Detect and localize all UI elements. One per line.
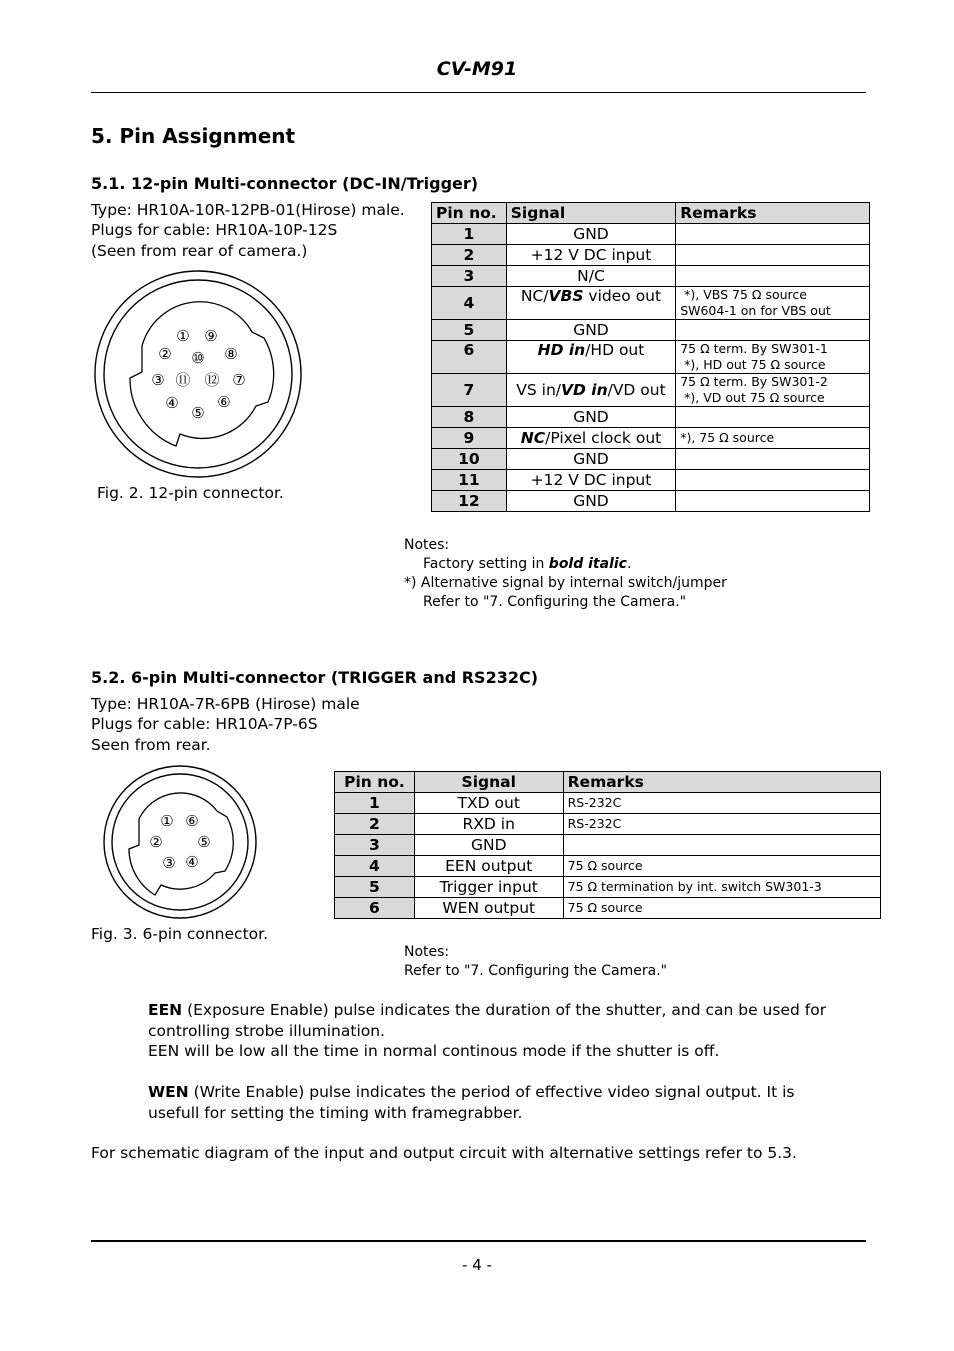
signal-cell: TXD out (414, 793, 563, 814)
remarks-cell: RS-232C (563, 814, 880, 835)
remarks-cell (676, 374, 870, 407)
pin-cell: 2 (432, 245, 507, 266)
remarks-cell (676, 341, 870, 374)
notes-line (404, 555, 727, 574)
seen-line-6pin: Seen from rear. (91, 736, 211, 754)
pin-label-2: ② (149, 833, 163, 851)
signal-cell: +12 V DC input (506, 245, 675, 266)
notes-line: Refer to "7. Configuring the Camera." (423, 594, 687, 610)
signal-text: /Pixel clock out (545, 428, 662, 447)
plugs-line-12pin: Plugs for cable: HR10A-10P-12S (91, 221, 338, 239)
figure-caption-6pin: Fig. 3. 6-pin connector. (91, 925, 269, 943)
remarks-cell (563, 835, 880, 856)
pin-label-11: ⑪ (175, 371, 191, 389)
pin-cell: 11 (432, 470, 507, 491)
remarks-cell: *), 75 Ω source (676, 428, 870, 449)
signal-cell: RXD in (414, 814, 563, 835)
plugs-line-6pin: Plugs for cable: HR10A-7P-6S (91, 715, 318, 733)
pin-label-6: ⑥ (185, 812, 199, 830)
pin-label-5: ⑤ (191, 404, 205, 422)
signal-cell: WEN output (414, 898, 563, 919)
pin-cell: 3 (335, 835, 415, 856)
factory-setting-text: VD in (561, 380, 608, 399)
signal-cell: Trigger input (414, 877, 563, 898)
table-row (335, 856, 881, 877)
document-title: CV-M91 (436, 58, 518, 80)
wen-description (148, 1082, 848, 1123)
remarks-cell (676, 287, 870, 320)
table-row (335, 877, 881, 898)
table-row (432, 341, 870, 374)
signal-cell: GND (506, 320, 675, 341)
wen-paragraph (148, 1082, 848, 1123)
remarks-line: 75 Ω term. By SW301-2 (680, 374, 828, 389)
table-header-row (432, 203, 870, 224)
pin-cell: 6 (335, 898, 415, 919)
pin-label-3: ③ (162, 854, 176, 872)
table-row (335, 793, 881, 814)
signal-text: VS in/ (516, 380, 561, 399)
een-term: EEN (148, 1001, 183, 1019)
column-header-signal: Signal (506, 203, 675, 224)
table-row (432, 428, 870, 449)
factory-setting-text: NC (520, 428, 546, 447)
notes-title: Notes: (404, 944, 450, 960)
remarks-line: SW604-1 on for VBS out (680, 303, 831, 318)
signal-cell: GND (414, 835, 563, 856)
table-header-row (335, 772, 881, 793)
pin-label-8: ⑧ (224, 345, 238, 363)
notes-line: Refer to "7. Configuring the Camera." (404, 963, 668, 979)
remarks-line: *), VBS 75 Ω source (680, 287, 807, 302)
notes-text: . (626, 556, 632, 572)
signal-cell (506, 341, 675, 374)
pin-cell: 12 (432, 491, 507, 512)
column-header-signal: Signal (414, 772, 563, 793)
notes-line: *) Alternative signal by internal switch/jumper (404, 575, 727, 591)
signal-cell: GND (506, 407, 675, 428)
pin-label-1: ① (160, 812, 174, 830)
pin-label-4: ④ (165, 394, 179, 412)
pin-cell: 4 (432, 287, 507, 320)
pin-label-1: ① (176, 327, 190, 345)
notes-text: Factory setting in (423, 556, 549, 572)
table-row (432, 266, 870, 287)
remarks-cell (676, 449, 870, 470)
pin-label-5: ⑤ (197, 833, 211, 851)
wen-term: WEN (148, 1083, 189, 1101)
pin-cell: 5 (432, 320, 507, 341)
pin-cell: 4 (335, 856, 415, 877)
table-row (432, 320, 870, 341)
remarks-cell (676, 245, 870, 266)
notes-emphasis: bold italic (548, 556, 627, 572)
een-paragraph (148, 1000, 848, 1062)
remarks-line: *), HD out 75 Ω source (680, 357, 826, 372)
pin-cell: 3 (432, 266, 507, 287)
pin-label-3: ③ (151, 371, 165, 389)
subsection-12pin-heading: 5.1. 12-pin Multi-connector (DC-IN/Trigger) (91, 174, 479, 193)
table-row (432, 407, 870, 428)
pin-label-6: ⑥ (217, 393, 231, 411)
pin-label-10: ⑩ (191, 349, 205, 367)
remarks-cell: RS-232C (563, 793, 880, 814)
pin-label-4: ④ (185, 853, 199, 871)
signal-cell: N/C (506, 266, 675, 287)
seen-line-12pin: (Seen from rear of camera.) (91, 242, 308, 260)
signal-cell (506, 428, 675, 449)
table-row (432, 491, 870, 512)
pin-cell: 1 (432, 224, 507, 245)
footer-rule (91, 1240, 866, 1242)
remarks-cell (676, 470, 870, 491)
remarks-cell (676, 491, 870, 512)
pin-cell: 1 (335, 793, 415, 814)
table-row (335, 835, 881, 856)
pin-label-12: ⑫ (204, 371, 220, 389)
pin-cell: 9 (432, 428, 507, 449)
signal-text: /VD out (607, 380, 666, 399)
notes-12pin (404, 536, 727, 612)
remarks-cell (676, 407, 870, 428)
type-line-12pin: Type: HR10A-10R-12PB-01(Hirose) male. (91, 201, 405, 219)
table-row (335, 814, 881, 835)
signal-cell: GND (506, 449, 675, 470)
notes-6pin (404, 943, 667, 981)
wen-text: (Write Enable) pulse indicates the period of effective video signal output. It is usefull for setting the timing with framegrabber. (148, 1083, 795, 1122)
remarks-cell: 75 Ω source (563, 856, 880, 877)
table-row (432, 470, 870, 491)
column-header-remarks: Remarks (563, 772, 880, 793)
pin-cell: 6 (432, 341, 507, 374)
pin-label-2: ② (158, 345, 172, 363)
connector-6pin-diagram (101, 763, 261, 923)
column-header-pin: Pin no. (432, 203, 507, 224)
table-row (335, 898, 881, 919)
signal-cell: GND (506, 491, 675, 512)
figure-caption-12pin: Fig. 2. 12-pin connector. (97, 484, 284, 502)
een-note: EEN will be low all the time in normal continous mode if the shutter is off. (148, 1042, 720, 1060)
signal-text: /HD out (585, 341, 645, 359)
remarks-cell (676, 320, 870, 341)
remarks-line: *), VD out 75 Ω source (680, 390, 825, 405)
section-title: 5. Pin Assignment (91, 124, 296, 148)
factory-setting-text: HD in (537, 341, 586, 359)
een-description (148, 1000, 848, 1041)
signal-cell: EEN output (414, 856, 563, 877)
een-text: (Exposure Enable) pulse indicates the duration of the shutter, and can be used for controlling strobe illumination. (148, 1001, 827, 1040)
pin-cell: 10 (432, 449, 507, 470)
table-row (432, 287, 870, 320)
remarks-cell: 75 Ω source (563, 898, 880, 919)
pin-label-7: ⑦ (232, 371, 246, 389)
subsection-6pin-heading: 5.2. 6-pin Multi-connector (TRIGGER and RS232C) (91, 668, 539, 687)
connector-12pin-diagram (92, 268, 306, 482)
signal-cell (506, 374, 675, 407)
signal-text: video out (583, 287, 662, 305)
table-row (432, 449, 870, 470)
pin-cell: 2 (335, 814, 415, 835)
remarks-cell (676, 266, 870, 287)
signal-text: NC/ (520, 287, 549, 305)
table-row (432, 224, 870, 245)
table-row (432, 374, 870, 407)
remarks-cell (676, 224, 870, 245)
pin-cell: 8 (432, 407, 507, 428)
signal-cell (506, 287, 675, 320)
pin-table-6pin (334, 771, 881, 919)
pin-cell: 5 (335, 877, 415, 898)
factory-setting-text: VBS (548, 287, 584, 305)
pin-label-9: ⑨ (204, 327, 218, 345)
pin-table-12pin (431, 202, 870, 512)
page-number: - 4 - (462, 1256, 492, 1274)
signal-cell: GND (506, 224, 675, 245)
signal-cell: +12 V DC input (506, 470, 675, 491)
remarks-line: 75 Ω term. By SW301-1 (680, 341, 828, 356)
pin-cell: 7 (432, 374, 507, 407)
header-rule (91, 92, 866, 93)
schematic-reference: For schematic diagram of the input and output circuit with alternative settings refer to 5.3. (91, 1144, 797, 1162)
remarks-cell: 75 Ω termination by int. switch SW301-3 (563, 877, 880, 898)
column-header-pin: Pin no. (335, 772, 415, 793)
type-line-6pin: Type: HR10A-7R-6PB (Hirose) male (91, 695, 360, 713)
notes-title: Notes: (404, 537, 450, 553)
table-row (432, 245, 870, 266)
column-header-remarks: Remarks (676, 203, 870, 224)
